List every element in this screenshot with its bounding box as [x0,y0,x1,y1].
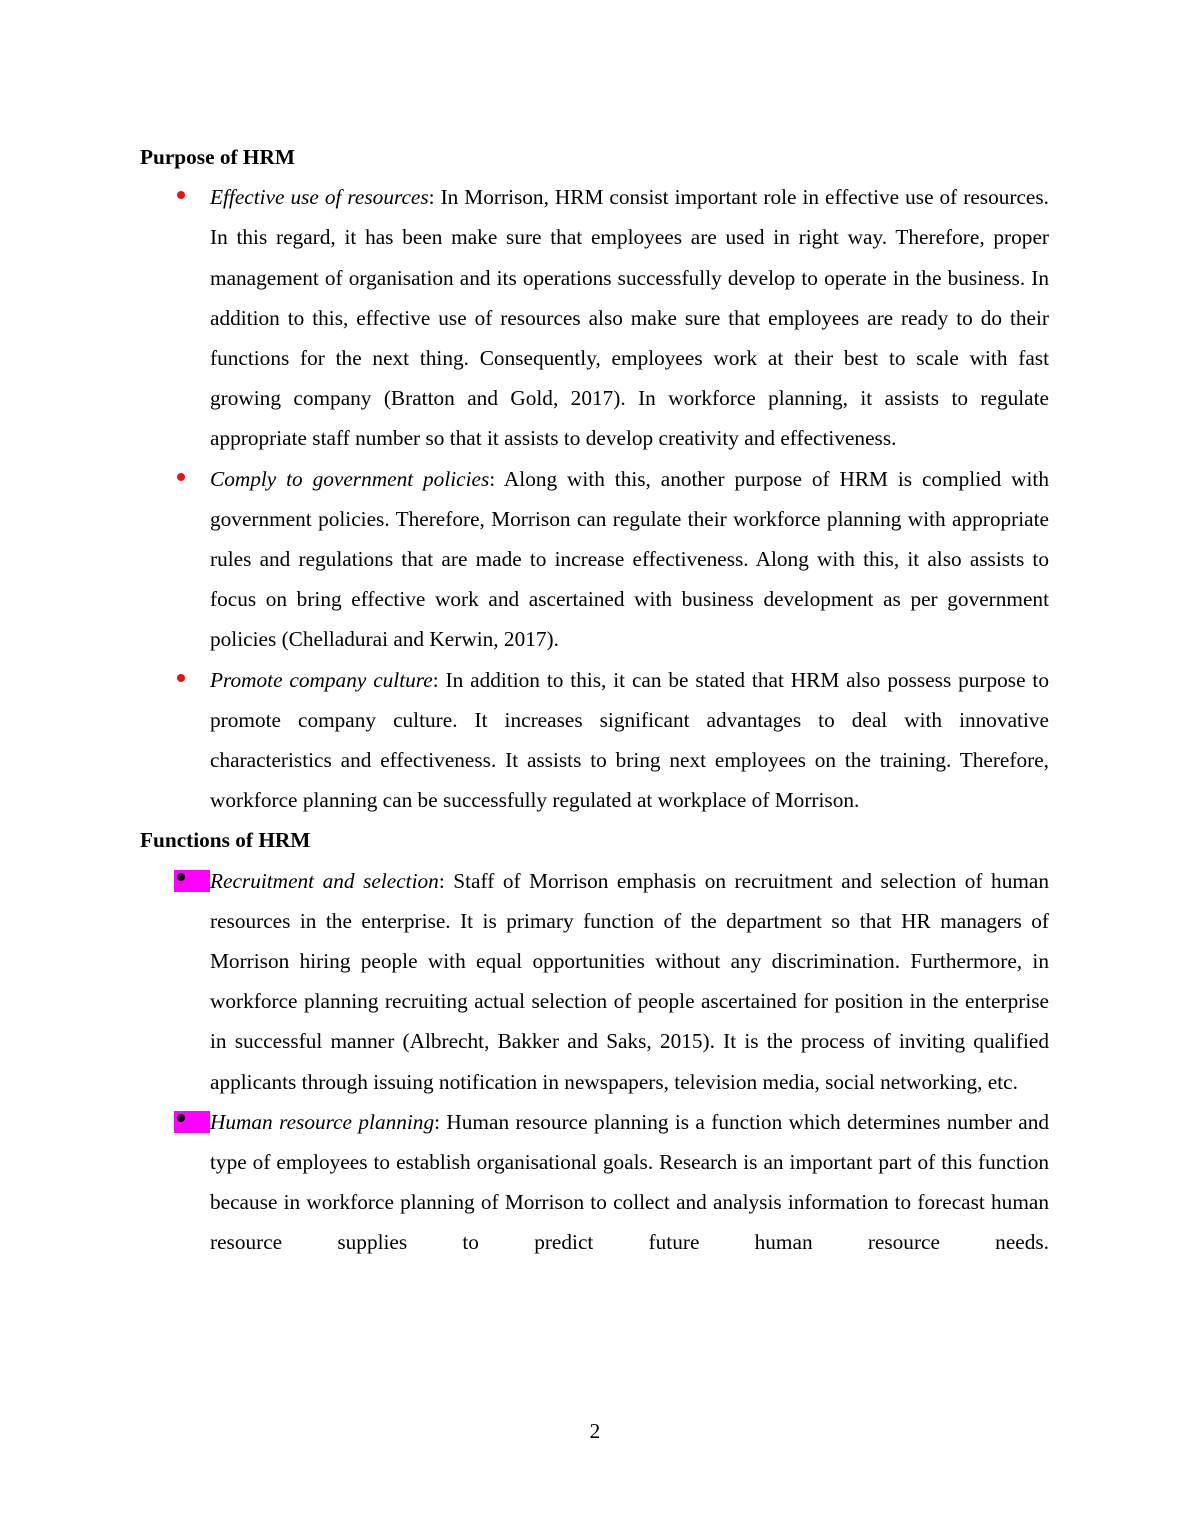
bullet-icon [174,459,210,499]
item-text: : Along with this, another purpose of HRM is complied with government policies. Therefore, Morrison can regulate their workforce planning with appropriate rules and regulations that are made to increase effectiveness. Along with this, it also assists to focus on bring effective work and ascertained with business development as per government policies (Chelladurai and Kerwin, 2017). [210,466,1049,652]
list-item [140,1102,1049,1263]
bullet-icon [174,177,210,217]
item-text: : In Morrison, HRM consist important role in effective use of resources. In this regard, it has been make sure that employees are used in right way. Therefore, proper management of organisation and its operations successfully develop to operate in the business. In addition to this, effective use of resources also make sure that employees are ready to do their functions for the next thing. Consequently, employees work at their best to scale with fast growing company (Bratton and Gold, 2017). In workforce planning, it assists to regulate appropriate staff number so that it assists to develop creativity and effectiveness. [210,185,1049,451]
purpose-bullet-list [140,177,1049,820]
page-body [140,137,1049,1263]
highlighted-bullet-icon [174,1102,210,1142]
item-term: Comply to government policies [210,466,490,491]
item-term: Promote company culture [210,667,433,692]
bullet-icon [174,660,210,700]
list-item [140,177,1049,458]
page-number: 2 [589,1419,601,1443]
list-item [140,660,1049,821]
list-item [140,459,1049,660]
highlighted-bullet-icon [174,861,210,901]
item-text: : Staff of Morrison emphasis on recruitment and selection of human resources in the enterprise. It is primary function of the department so that HR managers of Morrison hiring people with equal opportunities without any discrimination. Furthermore, in workforce planning recruiting actual selection of people ascertained for position in the enterprise in successful manner (Albrecht, Bakker and Saks, 2015). It is the process of inviting qualified applicants through issuing notification in newspapers, television media, social networking, etc. [210,868,1050,1094]
section-heading-purpose: Purpose of HRM [140,145,295,169]
item-term: Recruitment and selection [210,868,439,893]
item-term: Human resource planning [210,1109,435,1134]
item-text: : Human resource planning is a function which determines number and type of employees to establish organisational goals. Research is an important part of this function because in workforce planning of Morrison to collect and analysis information to forecast human resource supplies to predict future human resource needs. [210,1109,1049,1255]
item-text: : In addition to this, it can be stated that HRM also possess purpose to promote company culture. It increases significant advantages to deal with innovative characteristics and effectiveness. It assists to bring next employees on the training. Therefore, workforce planning can be successfully regulated at workplace of Morrison. [210,667,1049,813]
functions-bullet-list [140,861,1049,1263]
section-heading-functions: Functions of HRM [140,828,311,853]
list-item [140,861,1049,1102]
item-term: Effective use of resources [210,185,429,210]
